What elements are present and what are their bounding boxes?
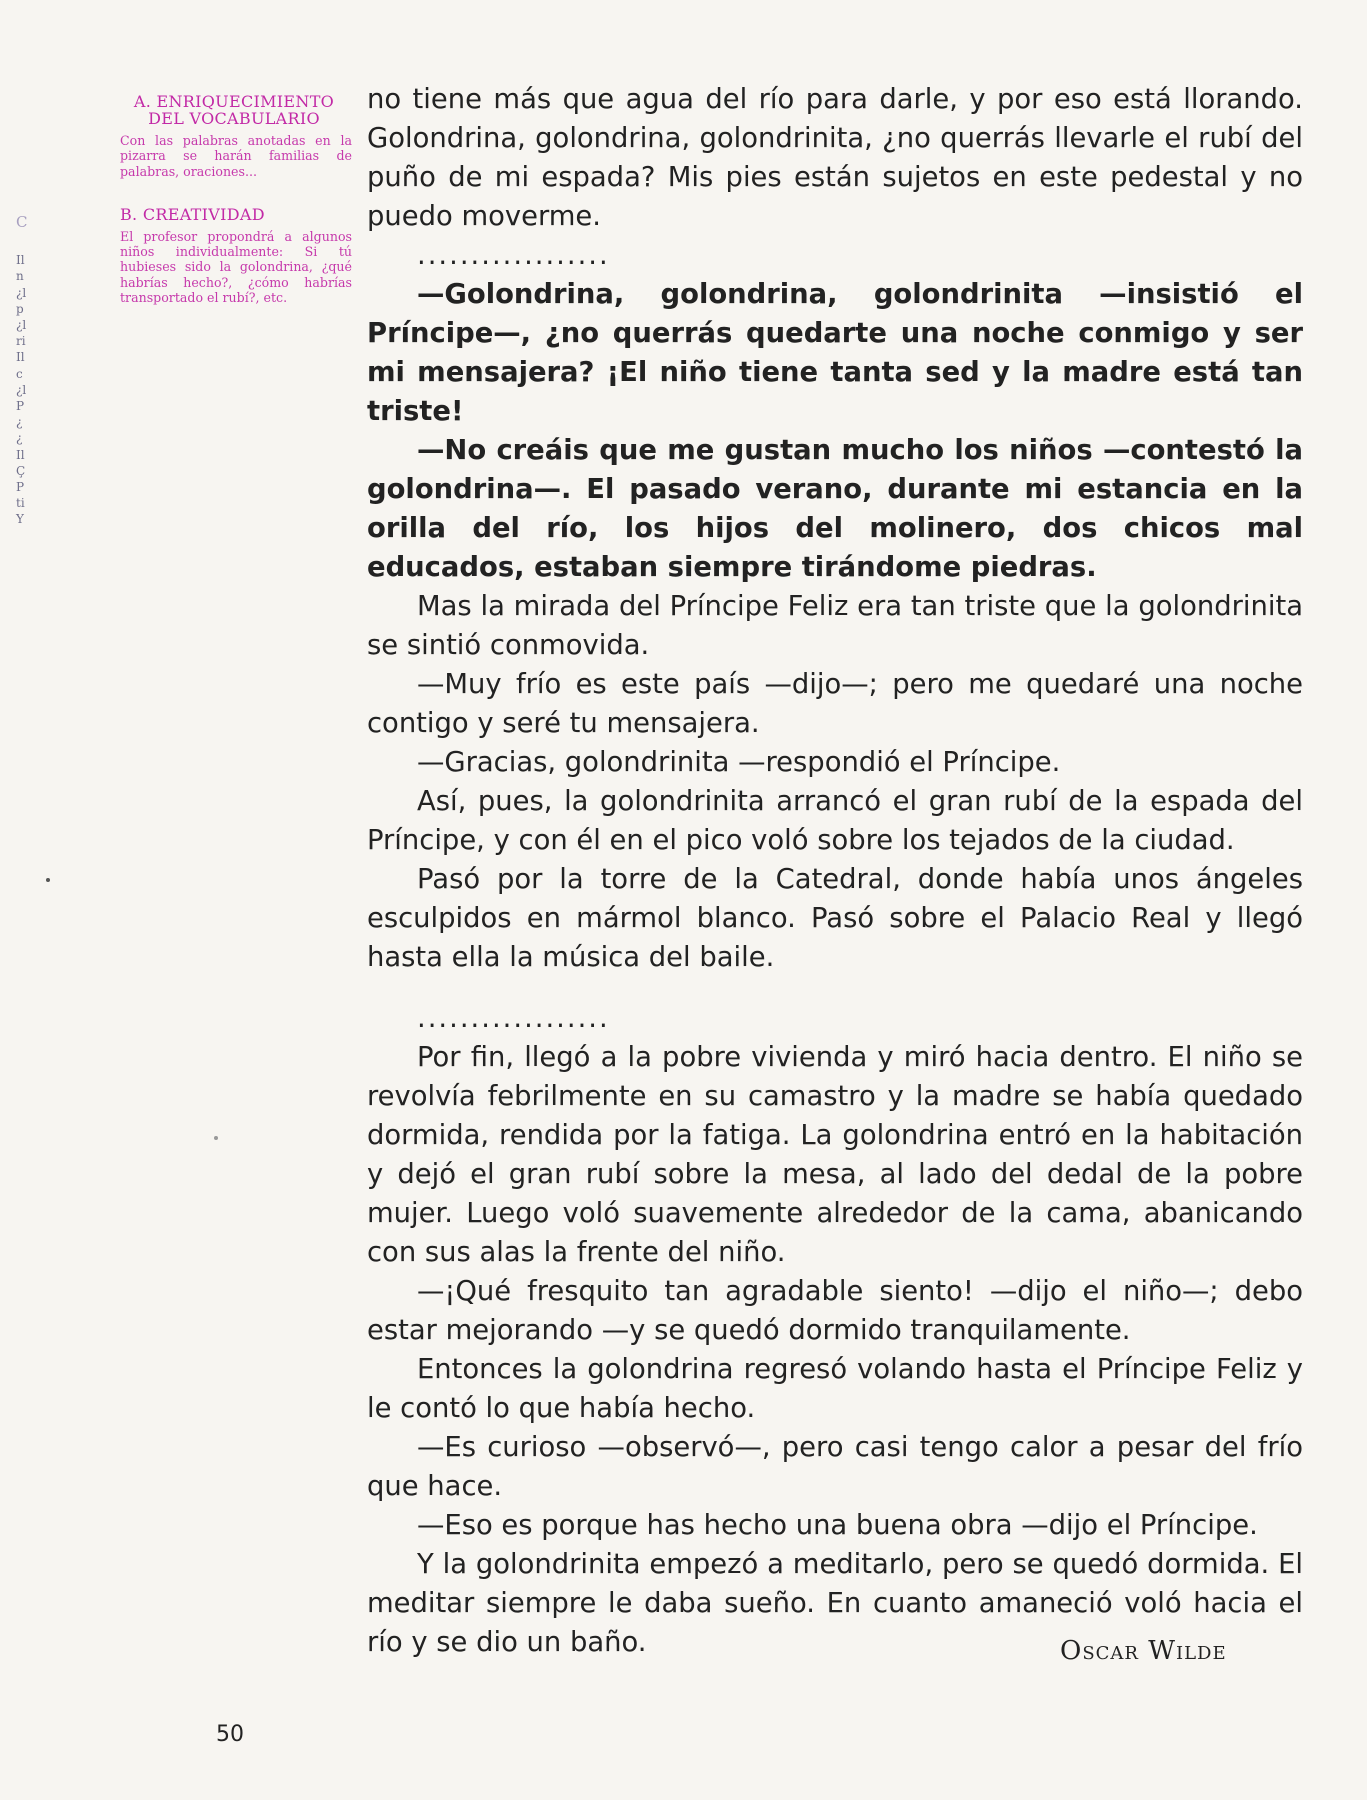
margin-bleed-letter: Il	[16, 447, 25, 462]
section-b-body: El profesor propondrá a algunos niños individualmente: Si tú hubieses sido la golondrina, ¿qué habrías hecho?, ¿cómo habrías transportado el rubí?, etc.	[120, 228, 352, 306]
margin-bleed-letter: c	[16, 366, 23, 381]
section-a-body: Con las palabras anotadas en la pizarra se harán familias de palabras, oraciones...	[120, 133, 352, 179]
margin-bleed-letter: C	[16, 213, 28, 231]
paragraph: —Muy frío es este país —dijo—; pero me quedaré una noche contigo y seré tu mensajera.	[367, 669, 1303, 739]
section-b-heading: B. CREATIVIDAD	[120, 204, 265, 224]
section-separator: ..................	[417, 1003, 610, 1034]
page-number: 50	[216, 1722, 244, 1747]
section-a-heading: A. ENRIQUECIMIENTO DEL VOCABULARIO	[133, 92, 335, 128]
margin-bleed-letter: Il	[16, 350, 25, 365]
author-signature: Oscar Wilde	[1060, 1636, 1227, 1666]
margin-bleed-letter: P	[16, 399, 25, 414]
specks	[214, 1136, 218, 1140]
margin-bleed-letter: Y	[16, 512, 24, 527]
margin-bleed-letter: n	[16, 269, 24, 284]
paragraph: Pasó por la torre de la Catedral, donde había unos ángeles esculpidos en mármol blanco. Pasó sobre el Palacio Real y llegó hasta ella la música del baile.	[367, 864, 1303, 973]
story-text	[367, 80, 1303, 1662]
margin-bleed-letter: ¿l	[16, 318, 27, 333]
margin-bleed-letter: ¿	[16, 431, 23, 446]
paragraph: Y la golondrinita empezó a meditarlo, pero se quedó dormida. El meditar siempre le daba sueño. En cuanto amaneció voló hacia el río y se dio un baño.	[367, 1549, 1303, 1658]
spacer	[367, 977, 1303, 999]
teacher-notes-sidebar	[120, 93, 352, 305]
paragraph: Así, pues, la golondrinita arrancó el gran rubí de la espada del Príncipe, y con él en el pico voló sobre los tejados de la ciudad.	[367, 786, 1303, 856]
paragraph: Mas la mirada del Príncipe Feliz era tan triste que la golondrinita se sintió conmovida.	[367, 591, 1303, 661]
margin-bleed-letter: Il	[16, 253, 25, 268]
paragraph: Por fin, llegó a la pobre vivienda y miró hacia dentro. El niño se revolvía febrilmente en su camastro y la madre se había quedado dormida, rendida por la fatiga. La golondrina entró en la habitación y dejó el gran rubí sobre la mesa, al lado del dedal de la pobre mujer. Luego voló suavemente alrededor de la cama, abanicando con sus alas la frente del niño.	[367, 1042, 1303, 1268]
margin-bleed-letter: ¿l	[16, 285, 27, 300]
margin-bleed-letter: ti	[16, 496, 25, 511]
paragraph: —Es curioso —observó—, pero casi tengo calor a pesar del frío que hace.	[367, 1432, 1303, 1502]
margin-bleed-letter: ¿l	[16, 382, 27, 397]
paragraph: —Gracias, golondrinita —respondió el Príncipe.	[417, 747, 1061, 778]
margin-bleed-letter: p	[16, 301, 24, 316]
margin-bleed-letter: Ç	[16, 463, 26, 478]
paragraph: Entonces la golondrina regresó volando hasta el Príncipe Feliz y le contó lo que había hecho.	[367, 1354, 1303, 1424]
margin-bleed-letter: P	[16, 480, 25, 495]
margin-bleed-letter: ¿	[16, 415, 23, 430]
margin-bleed-letter: ri	[16, 334, 26, 349]
specks	[46, 878, 50, 882]
paragraph: —¡Qué fresquito tan agradable siento! —dijo el niño—; debo estar mejorando —y se quedó dormido tranquilamente.	[367, 1276, 1303, 1346]
section-separator: ..................	[417, 240, 610, 271]
margin-bleed-letters	[16, 214, 32, 528]
paragraph: —No creáis que me gustan mucho los niños —contestó la golondrina—. El pasado verano, durante mi estancia en la orilla del río, los hijos del molinero, dos chicos mal educados, estaban siempre tirándome piedras.	[367, 435, 1303, 583]
paragraph: no tiene más que agua del río para darle, y por eso está llorando. Golondrina, golondrina, golondrinita, ¿no querrás llevarle el rubí del puño de mi espada? Mis pies están sujetos en este pedestal y no puedo moverme.	[367, 84, 1303, 232]
paragraph: —Golondrina, golondrina, golondrinita —insistió el Príncipe—, ¿no querrás quedarte una noche conmigo y ser mi mensajera? ¡El niño tiene tanta sed y la madre está tan triste!	[367, 279, 1303, 427]
paragraph: —Eso es porque has hecho una buena obra —dijo el Príncipe.	[417, 1510, 1258, 1541]
